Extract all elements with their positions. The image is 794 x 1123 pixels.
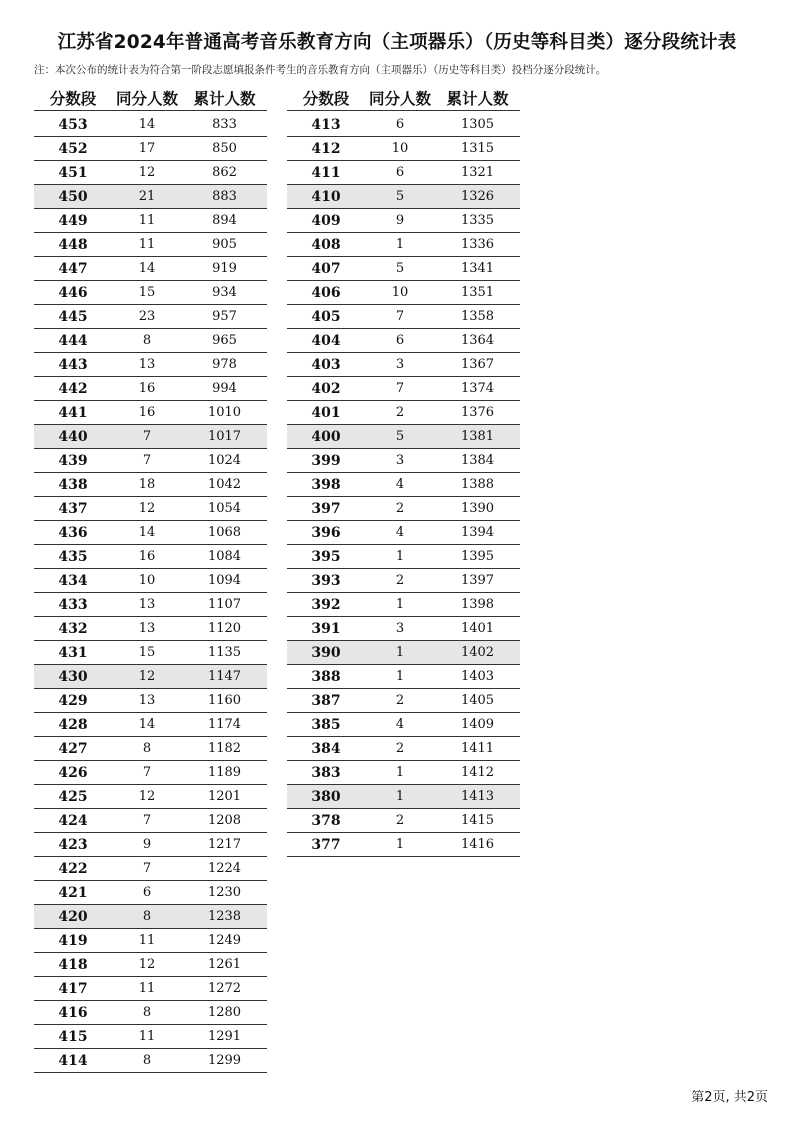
score-cell: 410 xyxy=(311,188,341,205)
cumulative-cell: 1238 xyxy=(207,909,242,924)
score-cell: 392 xyxy=(311,596,341,613)
same-count-cell: 8 xyxy=(142,1005,152,1020)
cumulative-cell: 1291 xyxy=(207,1029,242,1044)
score-cell: 433 xyxy=(58,596,88,613)
cumulative-cell: 1403 xyxy=(460,669,495,684)
table-row xyxy=(287,449,520,473)
score-table-left xyxy=(34,86,267,1073)
same-count-cell: 1 xyxy=(395,237,405,252)
table-row xyxy=(34,185,267,209)
table-row xyxy=(287,593,520,617)
table-row xyxy=(34,161,267,185)
cumulative-cell: 1201 xyxy=(207,789,242,804)
same-count-cell: 13 xyxy=(138,621,156,636)
table-row xyxy=(287,833,520,857)
score-cell: 440 xyxy=(58,428,88,445)
table-body-right xyxy=(287,113,520,857)
header-score: 分数段 xyxy=(302,90,350,108)
header-score: 分数段 xyxy=(49,90,97,108)
same-count-cell: 6 xyxy=(395,333,405,348)
cumulative-cell: 833 xyxy=(212,117,237,132)
header-same-count: 同分人数 xyxy=(368,90,431,108)
cumulative-cell: 1326 xyxy=(460,189,495,204)
same-count-cell: 8 xyxy=(142,333,152,348)
table-row xyxy=(287,473,520,497)
score-cell: 441 xyxy=(58,404,88,421)
cumulative-cell: 1367 xyxy=(460,357,495,372)
score-cell: 396 xyxy=(311,524,341,541)
cumulative-cell: 1394 xyxy=(460,525,495,540)
score-cell: 416 xyxy=(58,1004,88,1021)
same-count-cell: 17 xyxy=(138,141,156,156)
score-cell: 406 xyxy=(311,284,341,301)
same-count-cell: 12 xyxy=(138,789,156,804)
cumulative-cell: 1182 xyxy=(207,741,242,756)
score-cell: 422 xyxy=(58,860,88,877)
score-cell: 424 xyxy=(58,812,88,829)
score-cell: 447 xyxy=(58,260,88,277)
score-cell: 407 xyxy=(311,260,341,277)
cumulative-cell: 1374 xyxy=(460,381,495,396)
cumulative-cell: 1272 xyxy=(207,981,242,996)
cumulative-cell: 1321 xyxy=(460,165,495,180)
table-row xyxy=(287,401,520,425)
same-count-cell: 4 xyxy=(395,717,405,732)
same-count-cell: 7 xyxy=(142,861,152,876)
same-count-cell: 1 xyxy=(395,597,405,612)
score-cell: 435 xyxy=(58,548,88,565)
cumulative-cell: 978 xyxy=(212,357,237,372)
cumulative-cell: 1409 xyxy=(460,717,495,732)
table-row xyxy=(34,929,267,953)
cumulative-cell: 1230 xyxy=(207,885,242,900)
score-cell: 390 xyxy=(311,644,341,661)
table-row xyxy=(287,665,520,689)
cumulative-cell: 1390 xyxy=(460,501,495,516)
table-row xyxy=(34,449,267,473)
cumulative-cell: 1299 xyxy=(207,1053,242,1068)
same-count-cell: 14 xyxy=(138,525,156,540)
table-row xyxy=(34,761,267,785)
same-count-cell: 6 xyxy=(395,117,405,132)
header-same-count: 同分人数 xyxy=(115,90,178,108)
score-cell: 384 xyxy=(311,740,341,757)
score-cell: 444 xyxy=(58,332,88,349)
cumulative-cell: 1336 xyxy=(460,237,495,252)
same-count-cell: 14 xyxy=(138,717,156,732)
cumulative-cell: 1395 xyxy=(460,549,495,564)
same-count-cell: 1 xyxy=(395,645,405,660)
score-cell: 426 xyxy=(58,764,88,781)
score-cell: 398 xyxy=(311,476,341,493)
same-count-cell: 2 xyxy=(395,813,405,828)
cumulative-cell: 1415 xyxy=(460,813,495,828)
same-count-cell: 15 xyxy=(138,285,156,300)
cumulative-cell: 883 xyxy=(212,189,237,204)
cumulative-cell: 850 xyxy=(212,141,237,156)
score-cell: 385 xyxy=(311,716,341,733)
same-count-cell: 5 xyxy=(395,261,405,276)
score-cell: 421 xyxy=(58,884,88,901)
same-count-cell: 4 xyxy=(395,525,405,540)
table-row xyxy=(34,1025,267,1049)
cumulative-cell: 894 xyxy=(212,213,237,228)
table-row xyxy=(34,137,267,161)
same-count-cell: 16 xyxy=(138,549,156,564)
cumulative-cell: 1054 xyxy=(207,501,242,516)
score-cell: 408 xyxy=(311,236,341,253)
cumulative-cell: 1411 xyxy=(460,741,495,756)
cumulative-cell: 1376 xyxy=(460,405,495,420)
table-row xyxy=(287,617,520,641)
table-row xyxy=(34,641,267,665)
table-row xyxy=(34,737,267,761)
table-row xyxy=(34,521,267,545)
header-cumulative: 累计人数 xyxy=(193,90,256,108)
header-cumulative: 累计人数 xyxy=(446,90,509,108)
table-row xyxy=(34,353,267,377)
table-row xyxy=(287,137,520,161)
score-cell: 397 xyxy=(311,500,341,517)
cumulative-cell: 1120 xyxy=(207,621,242,636)
score-cell: 403 xyxy=(311,356,341,373)
same-count-cell: 1 xyxy=(395,549,405,564)
same-count-cell: 2 xyxy=(395,405,405,420)
table-row xyxy=(34,617,267,641)
table-note: 注：本次公布的统计表为符合第一阶段志愿填报条件考生的音乐教育方向（主项器乐）（历史等科目类）投档分逐分段统计。 xyxy=(34,64,607,76)
cumulative-cell: 1397 xyxy=(460,573,495,588)
cumulative-cell: 1401 xyxy=(460,621,495,636)
cumulative-cell: 1261 xyxy=(207,957,242,972)
score-cell: 377 xyxy=(311,836,341,853)
same-count-cell: 3 xyxy=(395,621,405,636)
same-count-cell: 15 xyxy=(138,645,156,660)
table-row xyxy=(34,1049,267,1073)
same-count-cell: 16 xyxy=(138,405,156,420)
table-row xyxy=(287,161,520,185)
cumulative-cell: 905 xyxy=(212,237,237,252)
page-number: 第2页, 共2页 xyxy=(691,1090,768,1105)
same-count-cell: 9 xyxy=(395,213,405,228)
score-cell: 450 xyxy=(58,188,88,205)
table-row xyxy=(34,857,267,881)
score-cell: 383 xyxy=(311,764,341,781)
cumulative-cell: 1402 xyxy=(460,645,495,660)
cumulative-cell: 965 xyxy=(212,333,237,348)
cumulative-cell: 1208 xyxy=(207,813,242,828)
score-cell: 436 xyxy=(58,524,88,541)
same-count-cell: 7 xyxy=(142,765,152,780)
score-cell: 414 xyxy=(58,1052,88,1069)
table-row xyxy=(34,497,267,521)
cumulative-cell: 1315 xyxy=(460,141,495,156)
table-row xyxy=(34,305,267,329)
same-count-cell: 6 xyxy=(142,885,152,900)
table-row xyxy=(287,713,520,737)
table-row xyxy=(287,641,520,665)
score-cell: 415 xyxy=(58,1028,88,1045)
same-count-cell: 1 xyxy=(395,789,405,804)
score-cell: 445 xyxy=(58,308,88,325)
same-count-cell: 3 xyxy=(395,453,405,468)
same-count-cell: 2 xyxy=(395,501,405,516)
same-count-cell: 1 xyxy=(395,837,405,852)
same-count-cell: 11 xyxy=(138,933,156,948)
cumulative-cell: 1068 xyxy=(207,525,242,540)
same-count-cell: 7 xyxy=(142,429,152,444)
score-cell: 409 xyxy=(311,212,341,229)
table-row xyxy=(34,689,267,713)
cumulative-cell: 1174 xyxy=(207,717,242,732)
cumulative-cell: 1413 xyxy=(460,789,495,804)
same-count-cell: 23 xyxy=(138,309,156,324)
same-count-cell: 8 xyxy=(142,909,152,924)
cumulative-cell: 1280 xyxy=(207,1005,242,1020)
same-count-cell: 7 xyxy=(142,813,152,828)
table-row xyxy=(34,833,267,857)
score-cell: 448 xyxy=(58,236,88,253)
score-cell: 402 xyxy=(311,380,341,397)
score-cell: 452 xyxy=(58,140,88,157)
score-cell: 387 xyxy=(311,692,341,709)
cumulative-cell: 919 xyxy=(212,261,237,276)
cumulative-cell: 1094 xyxy=(207,573,242,588)
table-row xyxy=(34,545,267,569)
table-row xyxy=(34,665,267,689)
score-cell: 400 xyxy=(311,428,341,445)
table-row xyxy=(34,1001,267,1025)
same-count-cell: 8 xyxy=(142,1053,152,1068)
score-cell: 451 xyxy=(58,164,88,181)
same-count-cell: 9 xyxy=(142,837,152,852)
cumulative-cell: 1341 xyxy=(460,261,495,276)
table-row xyxy=(34,377,267,401)
cumulative-cell: 1010 xyxy=(207,405,242,420)
same-count-cell: 4 xyxy=(395,477,405,492)
same-count-cell: 1 xyxy=(395,669,405,684)
score-cell: 412 xyxy=(311,140,341,157)
same-count-cell: 14 xyxy=(138,117,156,132)
cumulative-cell: 1249 xyxy=(207,933,242,948)
score-cell: 405 xyxy=(311,308,341,325)
same-count-cell: 10 xyxy=(138,573,156,588)
table-row xyxy=(287,113,520,137)
score-cell: 413 xyxy=(311,116,341,133)
same-count-cell: 11 xyxy=(138,981,156,996)
score-cell: 411 xyxy=(311,164,341,181)
same-count-cell: 11 xyxy=(138,213,156,228)
table-row xyxy=(34,113,267,137)
score-cell: 399 xyxy=(311,452,341,469)
same-count-cell: 21 xyxy=(138,189,156,204)
cumulative-cell: 1147 xyxy=(207,669,242,684)
same-count-cell: 14 xyxy=(138,261,156,276)
score-cell: 420 xyxy=(58,908,88,925)
same-count-cell: 7 xyxy=(395,381,405,396)
table-header xyxy=(34,86,267,111)
same-count-cell: 1 xyxy=(395,765,405,780)
score-cell: 432 xyxy=(58,620,88,637)
table-row xyxy=(34,809,267,833)
same-count-cell: 11 xyxy=(138,237,156,252)
cumulative-cell: 1217 xyxy=(207,837,242,852)
score-cell: 449 xyxy=(58,212,88,229)
table-row xyxy=(287,377,520,401)
cumulative-cell: 1335 xyxy=(460,213,495,228)
table-row xyxy=(34,569,267,593)
score-cell: 378 xyxy=(311,812,341,829)
same-count-cell: 10 xyxy=(391,285,409,300)
table-row xyxy=(34,257,267,281)
table-row xyxy=(287,185,520,209)
table-row xyxy=(287,497,520,521)
table-row xyxy=(287,233,520,257)
score-cell: 427 xyxy=(58,740,88,757)
table-row xyxy=(34,473,267,497)
cumulative-cell: 1416 xyxy=(460,837,495,852)
table-row xyxy=(287,569,520,593)
score-cell: 437 xyxy=(58,500,88,517)
table-row xyxy=(34,977,267,1001)
same-count-cell: 2 xyxy=(395,693,405,708)
cumulative-cell: 1384 xyxy=(460,453,495,468)
same-count-cell: 5 xyxy=(395,189,405,204)
score-cell: 442 xyxy=(58,380,88,397)
same-count-cell: 13 xyxy=(138,693,156,708)
table-row xyxy=(287,521,520,545)
table-row xyxy=(287,329,520,353)
cumulative-cell: 1405 xyxy=(460,693,495,708)
score-cell: 395 xyxy=(311,548,341,565)
same-count-cell: 8 xyxy=(142,741,152,756)
cumulative-cell: 1024 xyxy=(207,453,242,468)
same-count-cell: 12 xyxy=(138,501,156,516)
table-row xyxy=(34,785,267,809)
same-count-cell: 12 xyxy=(138,669,156,684)
score-cell: 431 xyxy=(58,644,88,661)
table-row xyxy=(34,233,267,257)
table-row xyxy=(34,425,267,449)
same-count-cell: 3 xyxy=(395,357,405,372)
same-count-cell: 6 xyxy=(395,165,405,180)
score-cell: 425 xyxy=(58,788,88,805)
table-row xyxy=(287,809,520,833)
score-cell: 434 xyxy=(58,572,88,589)
cumulative-cell: 1135 xyxy=(207,645,242,660)
cumulative-cell: 1398 xyxy=(460,597,495,612)
cumulative-cell: 1358 xyxy=(460,309,495,324)
table-row xyxy=(287,545,520,569)
score-cell: 401 xyxy=(311,404,341,421)
cumulative-cell: 1107 xyxy=(207,597,242,612)
table-row xyxy=(34,329,267,353)
table-row xyxy=(287,761,520,785)
score-cell: 443 xyxy=(58,356,88,373)
same-count-cell: 5 xyxy=(395,429,405,444)
table-body-left xyxy=(34,113,267,1073)
cumulative-cell: 957 xyxy=(212,309,237,324)
table-row xyxy=(287,257,520,281)
cumulative-cell: 1412 xyxy=(460,765,495,780)
score-cell: 388 xyxy=(311,668,341,685)
cumulative-cell: 1388 xyxy=(460,477,495,492)
score-cell: 423 xyxy=(58,836,88,853)
same-count-cell: 2 xyxy=(395,741,405,756)
table-row xyxy=(34,953,267,977)
same-count-cell: 18 xyxy=(138,477,156,492)
same-count-cell: 11 xyxy=(138,1029,156,1044)
cumulative-cell: 1351 xyxy=(460,285,495,300)
score-cell: 428 xyxy=(58,716,88,733)
score-cell: 404 xyxy=(311,332,341,349)
score-cell: 453 xyxy=(58,116,88,133)
table-row xyxy=(34,713,267,737)
table-row xyxy=(287,785,520,809)
score-cell: 439 xyxy=(58,452,88,469)
cumulative-cell: 1381 xyxy=(460,429,495,444)
table-header xyxy=(287,86,520,111)
score-cell: 430 xyxy=(58,668,88,685)
score-cell: 417 xyxy=(58,980,88,997)
same-count-cell: 13 xyxy=(138,597,156,612)
cumulative-cell: 1017 xyxy=(207,429,242,444)
cumulative-cell: 1364 xyxy=(460,333,495,348)
cumulative-cell: 862 xyxy=(212,165,237,180)
cumulative-cell: 1305 xyxy=(460,117,495,132)
score-cell: 419 xyxy=(58,932,88,949)
score-cell: 429 xyxy=(58,692,88,709)
same-count-cell: 12 xyxy=(138,957,156,972)
same-count-cell: 7 xyxy=(395,309,405,324)
cumulative-cell: 1160 xyxy=(207,693,242,708)
same-count-cell: 13 xyxy=(138,357,156,372)
same-count-cell: 7 xyxy=(142,453,152,468)
table-row xyxy=(34,209,267,233)
cumulative-cell: 1084 xyxy=(207,549,242,564)
score-cell: 393 xyxy=(311,572,341,589)
table-row xyxy=(287,305,520,329)
score-cell: 418 xyxy=(58,956,88,973)
score-cell: 391 xyxy=(311,620,341,637)
table-row xyxy=(34,881,267,905)
score-cell: 438 xyxy=(58,476,88,493)
score-table-right xyxy=(287,86,520,857)
table-row xyxy=(287,353,520,377)
cumulative-cell: 934 xyxy=(212,285,237,300)
table-row xyxy=(287,689,520,713)
same-count-cell: 10 xyxy=(391,141,409,156)
cumulative-cell: 1189 xyxy=(207,765,242,780)
table-row xyxy=(287,281,520,305)
table-row xyxy=(287,209,520,233)
table-row xyxy=(34,281,267,305)
same-count-cell: 12 xyxy=(138,165,156,180)
score-cell: 446 xyxy=(58,284,88,301)
same-count-cell: 2 xyxy=(395,573,405,588)
cumulative-cell: 994 xyxy=(212,381,237,396)
table-row xyxy=(34,401,267,425)
cumulative-cell: 1224 xyxy=(207,861,242,876)
same-count-cell: 16 xyxy=(138,381,156,396)
table-row xyxy=(287,737,520,761)
score-cell: 380 xyxy=(311,788,341,805)
cumulative-cell: 1042 xyxy=(207,477,242,492)
page-title: 江苏省2024年普通高考音乐教育方向（主项器乐）（历史等科目类）逐分段统计表 xyxy=(57,32,737,53)
table-row xyxy=(34,593,267,617)
table-row xyxy=(34,905,267,929)
table-row xyxy=(287,425,520,449)
